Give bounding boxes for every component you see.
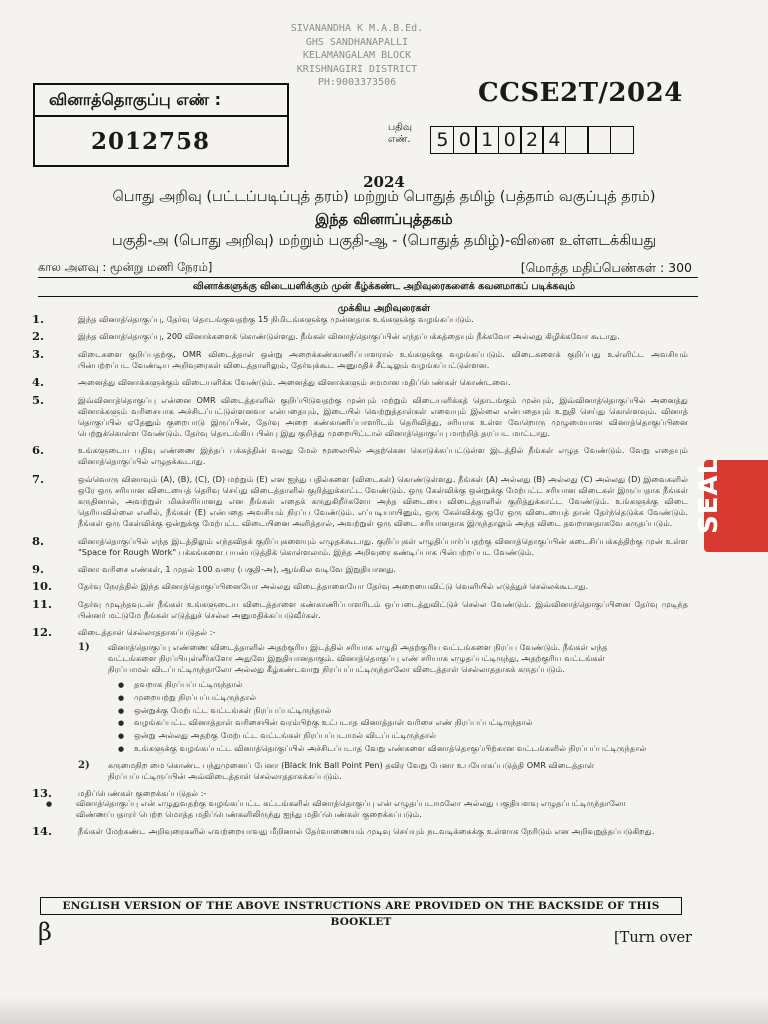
bullet-icon: ● [118,745,125,754]
list-item [32,533,688,558]
bullet-text: தவறாக நிரப்பப்பட்டிருந்தால் [134,678,243,689]
list-item [32,826,688,837]
item-number: 6. [32,443,45,458]
question-booklet-number: 2012758 [91,128,211,155]
item-number: 9. [32,562,45,577]
item-number: 13. [32,786,53,801]
item-text: விடைத்தாள் செல்லாததாகப்படுதல் :- [78,627,216,638]
teacher-stamp [282,22,432,90]
list-item [32,314,688,325]
bullet-icon: ● [118,706,125,715]
total-marks: [மொத்த மதிப்பெண்கள் : 300 [520,260,692,275]
booklet-series: β [38,918,52,946]
item-number: 8. [32,533,45,548]
item-text: இந்த வினாத்தொகுப்பு, தேர்வு தொடங்குவதற்கு 15 நிமிடங்களுக்கு முன்னதாக உங்களுக்கு வழங்கப்படும். [78,314,474,324]
bullet-text: உங்களுக்கு வழங்கப்பட்ட வினாத்தொகுப்பில் அச்சிடப்படாத வேறு எண்களை வினாத்தொகுப்பிற்கான வட்டங்களில் நிரப்பப்பட்டிருந்தால் [134,743,647,754]
exam-title-line1: பொது அறிவு (பட்டப்படிப்புத் தரம்) மற்றும் பொதுத் தமிழ் (பத்தாம் வகுப்புத் தரம்) [112,189,656,205]
item-text: இவ்வினாத்தொகுப்பு என்னை OMR விடைத்தாளில் குறிப்பிடுவதற்கு முன்பும் மற்றும் விடையளிக்கத் தொடங்கும் முன்பும், இவ்வினாத்தொகுப்பில் அனைத்து வினாக்களும் வரிசையாக அச்சிடப்பட்டுள்ளனவா என்பதையும், இடையில் வெற்றுத்தாள்கள் எவையும் இல்லை என்பதையும் உறுதி செய்து கொள்ளவும். வினாத் தொகுப்பில் ஏதேனும் குறைபாடு இருப்பின், தேர்வு அறை கண்காணிப்பாளரிடம் தெரிவித்து, சரியாக உள்ள வேறொரு முழுமையான வினாத்தொகுப்பினை பெற்றுக்கொள்ள வேண்டும். தேர்வு தொடங்கிய பின்பு இது குறித்து முறையிட்டால் வினாத்தொகுப்பு மாற்றித் தரப்பட மாட்டாது. [78,394,688,438]
bullet-text: வினாத்தொகுப்பு என் எழுதுவதற்கு வழங்கப்பட்ட கட்டங்களில் வினாத்தொகுப்பு என் எழுதப்படாமலோ அல்லது பகுதியளவு எழுதப்பட்டிருந்தாலோ விண்ணப்பதாரர் பெற்ற மொத்த மதிப்பெண்களிலிருந்து ஐந்து மதிப்பெண்கள் குறைக்கப்படும். [76,798,627,820]
item-text: உங்களுடைய பதிவு எண்ணை இந்தப் பக்கத்தின் வலது மேல் மூலையில் அதற்கென கொடுக்கப்பட்டுள்ள இடத்தில் நீங்கள் எழுத வேண்டும். வேறு எதையும் வினாத்தொகுப்பில் எழுதக்கூடாது. [78,445,688,467]
register-digit: 0 [498,126,522,154]
item-text: இந்த வினாத்தொகுப்பு, 200 வினாக்களைக் கொண்டுள்ளது. நீங்கள் வினாத்தொகுப்பின் எந்தப்பக்கத்தையும் நீக்கவோ அல்லது கிழிக்கவோ கூடாது. [78,331,620,342]
bullet-text: வழங்கப்பட்ட வினாத்தாள் வரிசையின் வரம்பிற்கு உட்படாத வினாத்தாள் வரிசை எண் நிரப்பப்பட்டிருந்தால் [134,717,533,728]
list-item [32,331,688,342]
item-number: 14. [32,824,53,839]
item-number: 1. [32,312,45,326]
turn-over-label: [Turn over [614,930,692,946]
bullet-icon: ● [46,799,53,809]
sub-item [78,642,688,675]
bullet-item [118,730,688,743]
bullet-item [118,692,688,705]
register-digit: 4 [542,126,566,154]
list-item [32,346,688,371]
stamp-line: GHS SANDHANAPALLI [305,36,409,48]
exam-year: 2024 [363,173,405,191]
bullet-item [118,679,688,692]
read-instructions-heading: வினாக்களுக்கு விடையளிக்கும் முன் கீழ்க்கண்ட அறிவுரைகளைக் கவனமாகப் படிக்கவும் [192,281,576,292]
bullet-item [46,798,688,820]
register-digit: 2 [520,126,544,154]
register-number-label: பதிவு எண். [388,122,412,145]
english-version-note: ENGLISH VERSION OF THE ABOVE INSTRUCTIONS ARE PROVIDED ON THE BACKSIDE OF THIS BOOKLET [40,897,682,915]
exam-title-line2: இந்த வினாப்புத்தகம் [315,212,453,228]
stamp-line: KELAMANGALAM BLOCK [302,50,412,61]
item-number: 10. [32,579,53,594]
register-digit: 5 [430,126,454,154]
register-digit [565,126,589,154]
sub-item-number: 2) [78,760,90,772]
item-number: 3. [32,346,45,361]
question-booklet-label: வினாத்தொகுப்பு எண் : [35,85,287,117]
item-text: தேர்வு நேரத்தில் இந்த வினாத்தொகுப்பினையோ அல்லது விடைத்தாளையோ தேர்வு அறையைவிட்டு வெளியில் எடுத்துச் செல்லக்கூடாது. [78,581,589,592]
list-item [32,596,688,621]
item-number: 11. [32,596,53,611]
question-booklet-number-box [33,83,289,167]
list-item [32,564,688,575]
register-digit [587,126,611,154]
list-item [32,627,688,638]
stamp-line: KRISHNAGIRI DISTRICT [296,63,418,75]
duration: கால அளவு : மூன்று மணி நேரம்] [38,260,213,274]
divider [38,277,698,278]
register-number-cells [432,126,634,154]
stamp-line: PH:9003373506 [317,77,397,88]
bullet-icon: ● [118,719,125,728]
list-item [32,581,688,592]
divider [38,296,698,297]
list-item [32,377,688,388]
bullet-icon: ● [118,693,125,702]
item-text: விடைகளை குறிப்பதற்கு, OMR விடைத்தாள் ஒன்று அறைக்கண்காணிப்பாளரால் உங்களுக்கு வழங்கப்படும். விடைகளைக் குறிப்பது உள்ளிட்ட அவசியம் பின்பற்றப்பட வேண்டிய அறிவுரைகள் விடைத்தாளிலும், தேர்வுக்கூட அனுமதிச் சீட்டிலும் வழங்கப்பட்டுள்ளன. [78,348,688,370]
seal-label: SEAL [694,456,724,534]
register-digit [610,126,634,154]
item-text: தேர்வு முடிந்தவுடன் நீங்கள் உங்களுடைய விடைத்தாளை கண்காணிப்பாளரிடம் ஒப்படைத்துவிட்டுச் செல்ல வேண்டும். இவ்வினாத்தொகுப்பினை தேர்வு முடிந்த பின்னர் மட்டுமே நீங்கள் எடுத்துச் செல்ல அனுமதிக்கப்படுவீர்கள். [78,598,688,620]
sub-item-text: வினாத்தொகுப்பு எண்ணை விடைத்தாளில் அதற்குரிய இடத்தில் சரியாக எழுதி அதற்குரிய வட்டங்களை நிரப்ப வேண்டும். நீங்கள் எந்த வட்டங்களை நிரப்பியுள்ளீர்களோ அதுவே இறுதியானதாகும். வினாத்தொகுப்பு எண் சரியாக எழுதப்பட்டிருந்து, அதற்குரிய வட்டங்கள் நிரப்பாமல் விடப்பட்டிருந்தாலோ அல்லது கீழ்கண்டவாறு நிரப்பப்பட்டிருந்தாலோ விடைத்தாள் செல்லாததாகக் கருதப்படும். [108,641,608,674]
bullet-text: முறையற்று நிரப்பப்பட்டிருந்தால் [134,691,257,702]
instructions-list [32,314,688,844]
item-text: ஒவ்வொரு வினாவும் (A), (B), (C), (D) மற்றும் (E) என ஐந்து பதில்களை (விடைகள்) கொண்டுள்ளது. நீங்கள் (A) அல்லது (B) அல்லது (C) அல்லது (D) இவைகளில் ஒரே ஒரு சரியான விடையைத் தெரிவு செய்து விடைத்தாளில் குறித்துக்காட்ட வேண்டும். ஒரு கேள்விக்கு ஒன்றுக்கு மேற்பட்ட சரியான விடைகள் இருப்பதாக நீங்கள் கருதினால், அவற்றுள் மிகச்சரியானது என நீங்கள் எதைக் கருதுகிறீர்களோ அந்த விடையை விடைத்தாளில் குறித்துக்காட்ட வேண்டும். உங்களுக்கு விடை தெரியவில்லை எனில், நீங்கள் (E) என்பதை அவசியம் நிரப்ப வேண்டும். எப்படியாயினும், ஒரு கேள்விக்கு ஒரே ஒரு விடையைத் தான் தேர்ந்தெடுக்க வேண்டும். நீங்கள் ஒரு கேள்விக்கு ஒன்றுக்கு மேற்பட்ட விடையினை அளித்தால், அவற்றுள் ஒரு விடை சரியானதாக இருந்தாலும் அந்த விடை தவறானதாகவே கருதப்படும். [78,473,688,529]
exam-meta-row [38,260,692,277]
item-text: மதிப்பெண்கள் குறைக்கப்படுதல் :- [78,788,207,799]
sub-item [78,760,688,782]
sub-item-number: 1) [78,641,90,653]
list-item [32,471,688,529]
register-digit: 0 [453,126,477,154]
sub-item-text: கருமைநிற மை கொண்ட பந்துமுனைப் பேனா (Black Ink Ball Point Pen) தவிர வேறு பேனா உபயோகப்படுத்தி OMR விடைத்தாள் நிரப்பப்பட்டிருப்பின் அவ்விடைத்தாள் செல்லாததாகக்கப்படும். [108,760,595,782]
bullet-text: ஒன்றுக்கு மேற்பட்ட வட்டங்கள் நிரப்பப்பட்டிருந்தால் [134,704,332,715]
list-item [32,392,688,439]
list-item [32,445,688,467]
stamp-line: SIVANANDHA K M.A.B.Ed. [290,23,424,34]
item-number: 2. [32,329,45,344]
important-instructions-heading: முக்கிய அறிவுரைகள் [337,303,431,314]
item-text: நீங்கள் மேற்கண்ட அறிவுரைகளில் எவற்றையாவது மீறினால் தேர்வாணையம் முடிவு செய்யும் நடவடிக்கைக்கு உள்ளாக நேரிடும் என அறிவுறுத்தப்படுகிறது. [78,826,655,837]
exam-title-line3: பகுதி-அ (பொது அறிவு) மற்றும் பகுதி-ஆ - (பொதுத் தமிழ்)-வினை உள்ளடக்கியது [111,233,657,249]
bullet-item [118,705,688,718]
register-digit: 1 [475,126,499,154]
item-number: 12. [32,625,53,640]
bullet-icon: ● [118,680,125,689]
seal-tab [694,456,768,552]
item-number: 5. [32,392,45,407]
item-number: 4. [32,375,45,390]
bullet-item [118,717,688,730]
item-text: அனைத்து வினாக்களுக்கும் விடையளிக்க வேண்டும். அனைத்து வினாக்களும் சமமான மதிப்பெண்கள் கொண்டவை. [78,377,511,388]
item-text: வினா வரிசை எண்கள், 1 முதல் 100 வரை (பகுதி-அ), ஆங்கில வடிவே இறுதியானது. [78,564,397,575]
bullet-icon: ● [118,732,125,741]
bullet-text: ஒன்று அல்லது அதற்கு மேற்பட்ட வட்டங்கள் நிரப்பப்படாமல் விடப்பட்டிருந்தால் [134,730,437,741]
exam-code: CCSE2T/2024 [478,78,683,108]
item-text: வினாத்தொகுப்பில் எந்த இடத்திலும் எந்தவிதக் குறிப்புகளையும் எழுதக்கூடாது. குறிப்புகள் எழுதிப்பார்ப்பதற்கு வினாத்தொகுப்பின் கடைசிப்பக்கத்திற்கு முன் உள்ள "Space for Rough Work" பக்கங்களை பயன்படுத்திக் கொள்ளலாம். இந்த அறிவுரை கண்டிப்பாக பின்பற்றப்பட வேண்டும். [78,535,688,557]
bullet-item [118,743,688,756]
item-number: 7. [32,471,45,486]
